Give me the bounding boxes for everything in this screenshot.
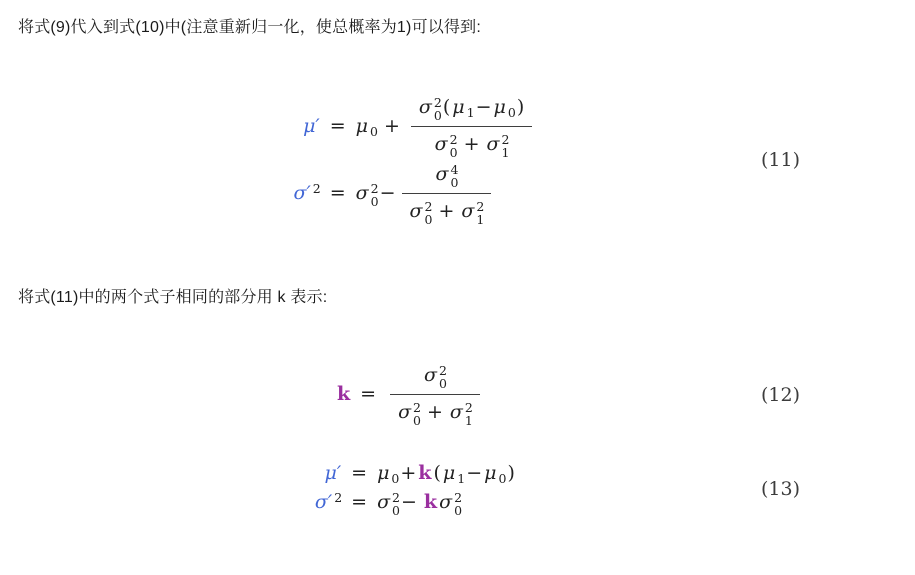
math-symbol: + <box>400 462 417 484</box>
math-symbol: − <box>401 491 417 513</box>
equation-12-body <box>333 359 485 430</box>
math-symbol: ) <box>507 462 515 484</box>
math-scripted <box>376 490 400 518</box>
math-symbol: μ <box>377 462 390 484</box>
math-superscript: 2 <box>413 400 421 415</box>
math-symbol: − <box>475 96 492 118</box>
math-symbol: σ <box>423 364 437 386</box>
math-symbol: μ <box>452 96 465 118</box>
math-symbol: + <box>383 114 400 137</box>
math-subscript: 0 <box>392 503 400 518</box>
math-subscript: 0 <box>391 471 400 486</box>
fraction <box>411 95 532 158</box>
math-supsub <box>476 200 484 226</box>
math-symbol: σ <box>377 491 391 513</box>
equation-13 <box>18 458 800 520</box>
equation-rhs <box>376 490 462 516</box>
equation-lhs <box>302 462 342 484</box>
math-scripted <box>483 462 506 484</box>
math-supsub <box>413 401 421 427</box>
equation-13-tag: (13) <box>760 478 800 500</box>
equation-line <box>281 162 537 225</box>
math-supsub <box>425 200 433 226</box>
math-symbol: ( <box>433 462 441 484</box>
math-superscript: 2 <box>312 180 321 196</box>
fraction-denominator <box>402 193 492 225</box>
equals-sign: = <box>351 491 368 513</box>
math-subscript: 1 <box>457 471 466 486</box>
math-symbol: σ <box>434 133 448 155</box>
equation-line <box>302 490 516 516</box>
math-scripted <box>434 162 459 190</box>
equation-12 <box>18 359 800 430</box>
equation-line <box>281 95 537 158</box>
fraction-denominator <box>390 394 480 426</box>
equation-rhs <box>355 162 497 225</box>
equation-11-tag: (11) <box>760 149 800 171</box>
math-superscript: 2 <box>476 199 485 214</box>
math-superscript: 2 <box>334 490 343 505</box>
math-subscript: 0 <box>507 105 516 120</box>
math-supsub <box>439 364 447 390</box>
math-subscript: 1 <box>476 212 485 227</box>
equation-lhs <box>302 490 342 513</box>
fraction <box>390 363 480 426</box>
math-superscript: 2 <box>370 180 379 196</box>
math-symbol: σ′ <box>293 181 311 204</box>
math-superscript: 2 <box>464 400 473 415</box>
math-symbol: μ <box>442 462 456 484</box>
math-supsub <box>392 491 400 517</box>
fraction-numerator <box>402 162 492 193</box>
math-symbol: + <box>438 200 455 222</box>
math-superscript: 2 <box>438 363 447 378</box>
math-scripted <box>423 363 447 391</box>
paragraph-1: 将式(9)代入到式(10)中(注意重新归一化，使总概率为1)可以得到: <box>18 19 482 36</box>
equation-12-tag: (12) <box>760 383 800 406</box>
math-subscript: 1 <box>464 413 473 428</box>
math-subscript: 0 <box>449 145 458 160</box>
math-superscript: 2 <box>501 132 510 147</box>
math-scripted <box>355 115 378 137</box>
math-symbol: + <box>463 133 480 155</box>
math-symbol: σ <box>398 401 412 423</box>
math-supsub <box>465 401 473 427</box>
math-superscript: 2 <box>392 490 400 505</box>
math-supsub <box>454 491 462 517</box>
math-subscript: 0 <box>454 503 463 518</box>
equation-lhs <box>333 383 351 405</box>
math-symbol: σ <box>439 491 453 513</box>
math-scripted <box>409 199 433 227</box>
math-symbol: σ <box>409 200 423 222</box>
math-superscript: 4 <box>450 162 459 177</box>
math-symbol: k <box>336 382 351 405</box>
math-subscript: 0 <box>450 175 459 190</box>
math-subscript: 0 <box>370 193 379 209</box>
math-symbol: σ <box>418 96 432 118</box>
equals-sign: = <box>329 114 346 137</box>
math-symbol: σ <box>461 200 475 222</box>
equation-lhs <box>281 181 321 204</box>
math-symbol: ( <box>442 96 451 118</box>
equation-11-body <box>281 91 537 229</box>
math-symbol: μ <box>355 114 369 137</box>
math-scripted <box>449 400 473 428</box>
fraction-numerator <box>411 95 532 126</box>
math-symbol: − <box>379 181 396 204</box>
math-subscript: 0 <box>413 413 421 428</box>
equation-lhs <box>281 115 321 137</box>
equation-rhs <box>355 95 538 158</box>
math-scripted <box>293 182 321 204</box>
math-supsub <box>502 133 510 159</box>
math-superscript: 2 <box>454 490 463 505</box>
fraction <box>402 162 492 225</box>
math-symbol: σ <box>435 163 449 185</box>
math-scripted <box>451 96 474 118</box>
math-symbol: σ <box>486 133 500 155</box>
math-supsub <box>450 163 458 189</box>
math-scripted <box>442 462 465 484</box>
math-symbol: σ <box>355 181 369 204</box>
equation-line <box>302 462 516 486</box>
math-subscript: 0 <box>370 123 378 139</box>
math-subscript: 1 <box>501 145 510 160</box>
math-subscript: 0 <box>424 212 433 227</box>
paragraph-2: 将式(11)中的两个式子相同的部分用 k 表示: <box>18 289 328 306</box>
math-symbol: k <box>418 462 432 484</box>
math-scripted <box>418 95 442 123</box>
math-subscript: 0 <box>438 376 447 391</box>
math-symbol: − <box>466 462 483 484</box>
math-scripted <box>397 400 421 428</box>
fraction-numerator <box>390 363 480 394</box>
equals-sign: = <box>351 462 368 484</box>
math-symbol: μ′ <box>303 114 320 137</box>
fraction-denominator <box>411 126 532 158</box>
math-subscript: 0 <box>433 108 442 123</box>
math-supsub <box>434 96 442 122</box>
math-scripted <box>355 180 379 209</box>
math-symbol: μ <box>493 96 506 118</box>
math-subscript: 0 <box>498 471 507 486</box>
math-symbol: + <box>427 401 443 423</box>
math-scripted <box>460 199 485 227</box>
equation-13-body <box>302 458 516 520</box>
equation-line <box>333 363 485 426</box>
equation-11 <box>18 91 800 229</box>
math-superscript: 2 <box>449 132 458 147</box>
math-scripted <box>376 462 399 484</box>
math-symbol: ) <box>516 96 525 118</box>
math-symbol: σ <box>449 401 463 423</box>
math-symbol: μ′ <box>324 462 342 484</box>
math-subscript: 1 <box>466 105 475 120</box>
math-supsub <box>450 133 458 159</box>
math-scripted <box>438 490 463 518</box>
math-scripted <box>434 132 458 160</box>
math-scripted <box>493 96 516 118</box>
math-scripted <box>486 132 510 160</box>
math-scripted <box>314 491 342 513</box>
math-symbol: k <box>423 491 438 513</box>
math-symbol: σ′ <box>314 491 333 513</box>
math-superscript: 2 <box>433 95 442 110</box>
math-superscript: 2 <box>424 199 433 214</box>
math-supsub <box>371 182 379 208</box>
equation-rhs <box>385 363 485 426</box>
equals-sign: = <box>360 382 377 405</box>
math-symbol: μ <box>484 462 497 484</box>
equals-sign: = <box>329 181 346 204</box>
equation-rhs <box>376 462 516 486</box>
